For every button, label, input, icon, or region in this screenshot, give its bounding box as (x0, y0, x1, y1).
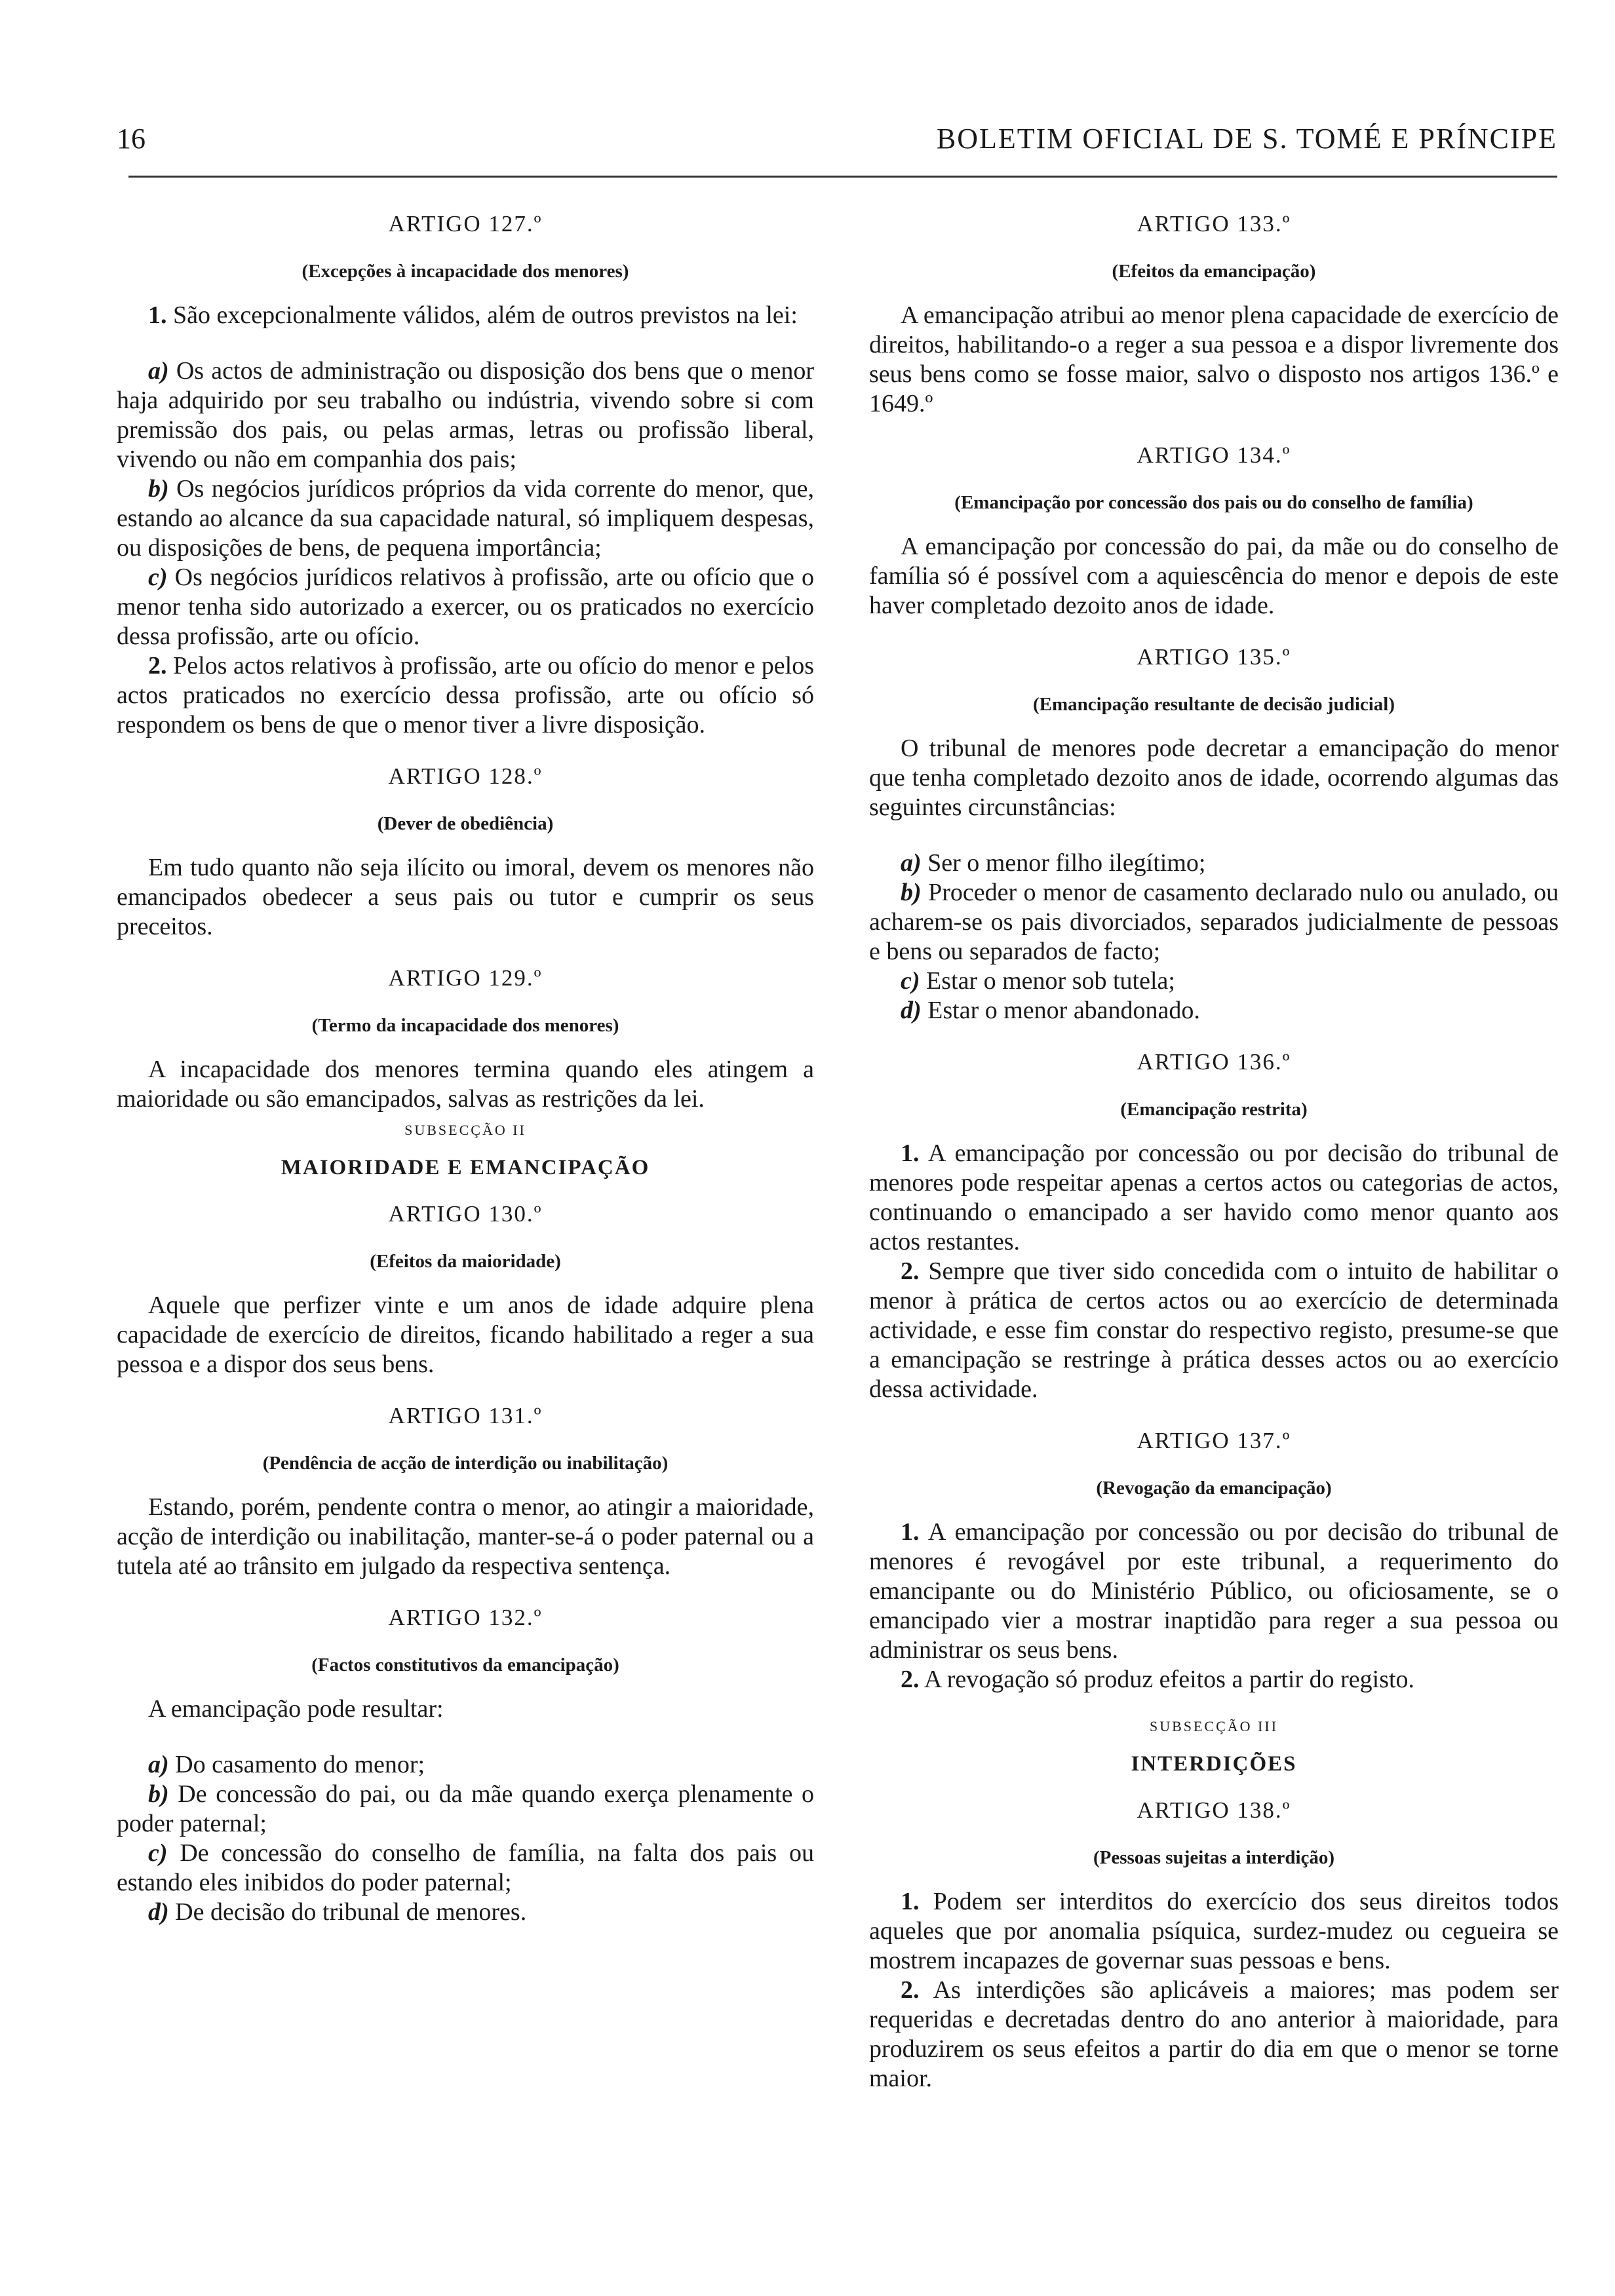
para-text: A emancipação por concessão ou por decisão do tribunal de menores pode respeitar apenas a certos actos ou categorias de actos, continuando o emancipado a ser havido como menor quanto aos actos restantes. (869, 1139, 1559, 1255)
article-135-title: ARTIGO 135.º (1137, 644, 1291, 670)
right-column (869, 211, 1559, 2094)
item-letter: a) (148, 1751, 169, 1778)
article-131-text: Estando, porém, pendente contra o menor, ao atingir a maioridade, acção de interdição ou inabilitação, manter-se-á o poder paternal ou a tutela até ao trânsito em julgado da respectiva sentença. (117, 1493, 814, 1580)
article-127-para-1 (117, 301, 814, 330)
article-134-text: A emancipação por concessão do pai, da mãe ou do conselho de família só é possível com a aquiescência do menor e depois de este haver completado dezoito anos de idade. (869, 533, 1559, 619)
item-letter: b) (901, 879, 922, 906)
item-text: De concessão do pai, ou da mãe quando exerça plenamente o poder paternal; (117, 1780, 814, 1837)
item-letter: c) (148, 1839, 168, 1867)
item-text: De decisão do tribunal de menores. (175, 1898, 527, 1926)
article-136-para-1 (869, 1139, 1559, 1257)
article-132-item-c (117, 1839, 814, 1898)
para-text: As interdições são aplicáveis a maiores; mas podem ser requeridas e decretadas dentro do ano anterior à maioridade, para produzirem os seus efeitos a partir do dia em que o menor se torne maior. (869, 1976, 1559, 2092)
article-135-item-b (869, 878, 1559, 966)
item-letter: b) (148, 475, 169, 503)
article-132-item-a (117, 1750, 814, 1780)
section-title: INTERDIÇÕES (1131, 1752, 1297, 1776)
article-137-para-2 (869, 1665, 1559, 1694)
article-130-title: ARTIGO 130.º (388, 1201, 543, 1227)
para-text: São excepcionalmente válidos, além de outros previstos na lei: (173, 301, 798, 329)
article-128-title: ARTIGO 128.º (388, 763, 543, 789)
para-number: 1. (901, 1139, 920, 1167)
item-letter: a) (901, 849, 922, 877)
article-129-title: ARTIGO 129.º (388, 965, 543, 991)
para-number: 2. (901, 1257, 920, 1285)
article-136-title: ARTIGO 136.º (1137, 1049, 1291, 1075)
article-137-para-1 (869, 1518, 1559, 1665)
article-137-heading: (Revogação da emancipação) (1096, 1478, 1332, 1499)
para-text: A revogação só produz efeitos a partir do registo. (924, 1666, 1415, 1693)
header-rule (128, 176, 1557, 178)
para-number: 1. (148, 301, 167, 329)
para-text: Pelos actos relativos à profissão, arte ou ofício do menor e pelos actos praticados no exercício dessa profissão, arte ou ofício só respondem os bens de que o menor tiver a livre disposição. (117, 652, 815, 738)
para-text: A emancipação por concessão ou por decisão do tribunal de menores é revogável por este tribunal, a requerimento do emancipante ou do Ministério Público, ou oficiosamente, se o emancipado vier a mostrar inaptidão para reger a sua pessoa ou administrar os seus bens. (869, 1518, 1559, 1664)
item-letter: c) (148, 564, 168, 591)
para-number: 1. (901, 1518, 920, 1546)
subsection-label: SUBSECÇÃO II (404, 1122, 526, 1138)
article-136-para-2 (869, 1257, 1559, 1404)
item-letter: c) (901, 967, 920, 995)
article-138-para-1 (869, 1887, 1559, 1976)
para-text: Sempre que tiver sido concedida com o intuito de habilitar o menor à prática de certos actos ou ao exercício de determinada actividade, e esse fim constar do respectivo registo, presume-se que a emancipação se restringe à prática desses actos ou ao exercício dessa actividade. (869, 1257, 1559, 1403)
article-135-heading: (Emancipação resultante de decisão judicial) (1032, 694, 1395, 715)
article-138-para-2 (869, 1976, 1559, 2094)
item-letter: d) (148, 1898, 169, 1926)
article-128-heading: (Dever de obediência) (377, 813, 554, 834)
article-133-heading: (Efeitos da emancipação) (1112, 261, 1316, 282)
para-number: 2. (901, 1976, 920, 2004)
article-135-intro: O tribunal de menores pode decretar a emancipação do menor que tenha completado dezoito anos de idade, ocorrendo algumas das seguintes circunstâncias: (869, 735, 1559, 821)
item-text: Os negócios jurídicos relativos à profissão, arte ou ofício que o menor tenha sido autorizado a exercer, ou os praticados no exercício dessa profissão, arte ou ofício. (117, 564, 814, 650)
article-135-item-d (869, 996, 1559, 1025)
article-129-text: A incapacidade dos menores termina quando eles atingem a maioridade ou são emancipados, salvas as restrições da lei. (117, 1056, 814, 1113)
article-133-title: ARTIGO 133.º (1137, 211, 1291, 237)
item-letter: b) (148, 1780, 169, 1808)
article-128-text: Em tudo quanto não seja ilícito ou imoral, devem os menores não emancipados obedecer a seus pais ou tutor e cumprir os seus preceitos. (117, 854, 814, 940)
page-number: 16 (117, 123, 146, 155)
article-132-intro: A emancipação pode resultar: (148, 1695, 444, 1723)
subsection-label: SUBSECÇÃO III (1149, 1718, 1279, 1734)
article-127-item-a (117, 356, 814, 474)
para-number: 2. (148, 652, 167, 679)
article-136-heading: (Emancipação restrita) (1120, 1099, 1308, 1120)
article-134-heading: (Emancipação por concessão dos pais ou do conselho de família) (954, 492, 1473, 513)
article-134-title: ARTIGO 134.º (1137, 442, 1291, 468)
article-131-heading: (Pendência de acção de interdição ou inabilitação) (262, 1453, 669, 1474)
section-title: MAIORIDADE E EMANCIPAÇÃO (281, 1156, 650, 1179)
article-135-item-a (869, 849, 1559, 878)
article-130-heading: (Efeitos da maioridade) (370, 1251, 561, 1272)
item-text: Estar o menor abandonado. (927, 997, 1200, 1024)
article-132-heading: (Factos constitutivos da emancipação) (311, 1655, 619, 1675)
item-text: Proceder o menor de casamento declarado nulo ou anulado, ou acharem-se os pais divorciados, separados judicialmente de pessoas e bens ou separados de facto; (869, 879, 1559, 965)
item-text: De concessão do conselho de família, na falta dos pais ou estando eles inibidos do poder paternal; (117, 1839, 815, 1896)
article-127-item-b (117, 474, 814, 563)
article-137-title: ARTIGO 137.º (1137, 1428, 1291, 1453)
item-letter: a) (148, 357, 169, 385)
article-127-para-2 (117, 651, 814, 740)
left-column (117, 211, 814, 1927)
para-number: 2. (901, 1666, 920, 1693)
article-138-heading: (Pessoas sujeitas a interdição) (1093, 1847, 1335, 1868)
article-138-title: ARTIGO 138.º (1137, 1797, 1291, 1823)
article-132-title: ARTIGO 132.º (388, 1605, 543, 1630)
article-130-text: Aquele que perfizer vinte e um anos de idade adquire plena capacidade de exercício de direitos, ficando habilitado a reger a sua pessoa e a dispor dos seus bens. (117, 1292, 814, 1378)
para-text: Podem ser interditos do exercício dos seus direitos todos aqueles que por anomalia psíquica, surdez-mudez ou cegueira se mostrem incapazes de governar suas pessoas e bens. (869, 1888, 1559, 1974)
article-133-text: A emancipação atribui ao menor plena capacidade de exercício de direitos, habilitando-o a reger a sua pessoa e a dispor livremente dos seus bens como se fosse maior, salvo o disposto nos artigos 136.º e 1649.º (869, 301, 1559, 417)
article-127-heading: (Excepções à incapacidade dos menores) (302, 261, 629, 282)
article-127-title: ARTIGO 127.º (388, 211, 543, 237)
item-letter: d) (901, 997, 922, 1024)
item-text: Os actos de administração ou disposição dos bens que o menor haja adquirido por seu trabalho ou indústria, vivendo sobre si com premissão dos pais, ou pelas armas, letras ou profissão liberal, vivendo ou não em companhia dos pais; (117, 357, 814, 473)
item-text: Do casamento do menor; (175, 1751, 425, 1778)
article-131-title: ARTIGO 131.º (388, 1403, 543, 1428)
article-127-item-c (117, 563, 814, 651)
article-135-item-c (869, 966, 1559, 996)
item-text: Ser o menor filho ilegítimo; (927, 849, 1206, 877)
item-text: Os negócios jurídicos próprios da vida corrente do menor, que, estando ao alcance da sua capacidade natural, só impliquem despesas, ou disposições de bens, de pequena importância; (117, 475, 814, 562)
article-132-item-d (117, 1898, 814, 1927)
para-number: 1. (901, 1888, 920, 1915)
item-text: Estar o menor sob tutela; (926, 967, 1175, 995)
running-title: BOLETIM OFICIAL DE S. TOMÉ E PRÍNCIPE (936, 123, 1557, 155)
article-129-heading: (Termo da incapacidade dos menores) (311, 1015, 619, 1036)
article-132-item-b (117, 1780, 814, 1839)
